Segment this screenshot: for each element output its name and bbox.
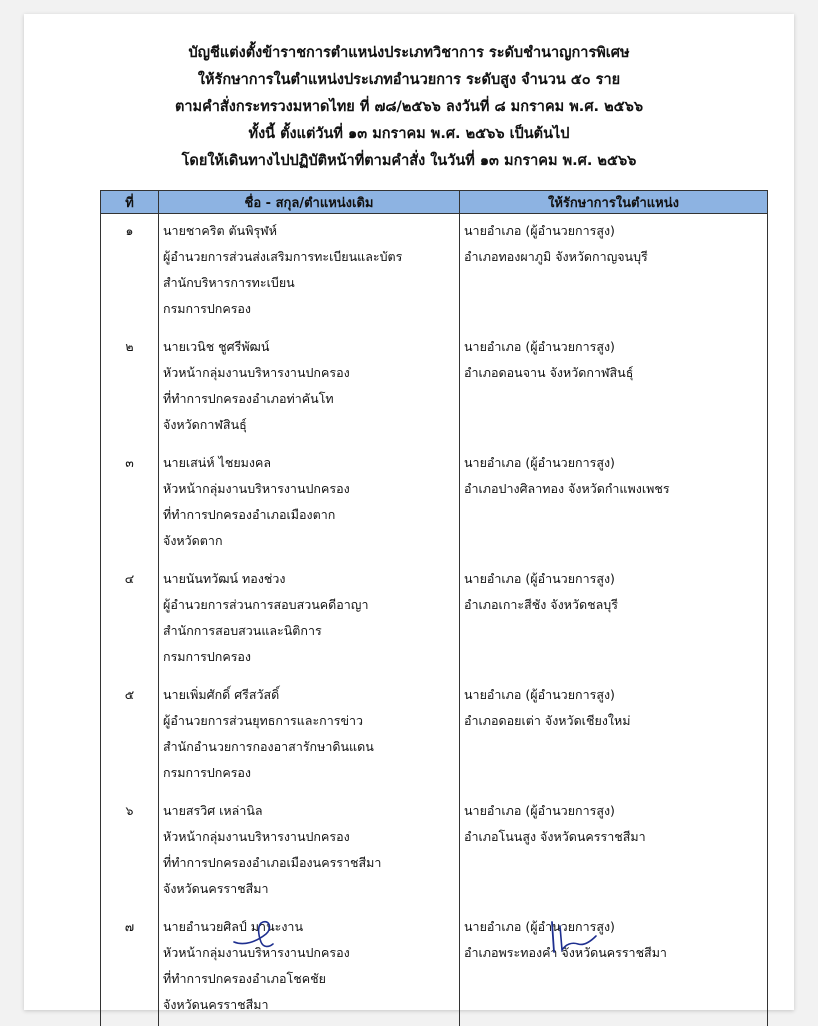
appointment-table bbox=[100, 190, 768, 1026]
acting-title: นายอำเภอ (ผู้อำนวยการสูง) bbox=[464, 687, 615, 702]
table-header-row bbox=[101, 191, 768, 214]
heading-line: บัญชีแต่งตั้งข้าราชการตำแหน่งประเภทวิชาการ ระดับชำนาญการพิเศษ bbox=[188, 45, 630, 61]
column-header-no: ที่ bbox=[101, 191, 159, 214]
row-number: ๕ bbox=[101, 678, 159, 794]
previous-position: หัวหน้ากลุ่มงานบริหารงานปกครอง bbox=[163, 365, 350, 380]
acting-position-cell bbox=[460, 910, 768, 1026]
previous-department: จังหวัดกาฬสินธุ์ bbox=[163, 417, 247, 432]
person-name: นายอำนวยศิลป์ มานะงาน bbox=[163, 919, 303, 934]
previous-position: ผู้อำนวยการส่วนยุทธการและการข่าว bbox=[163, 713, 364, 728]
person-name: นายเสน่ห์ ไชยมงคล bbox=[163, 455, 272, 470]
person-name: นายชาคริต ตันพิรุฬห์ bbox=[163, 223, 277, 238]
acting-location: อำเภอเกาะสีชัง จังหวัดชลบุรี bbox=[464, 597, 618, 612]
table-row bbox=[101, 678, 768, 794]
acting-position-cell bbox=[460, 562, 768, 678]
column-header-name-previous-position: ชื่อ - สกุล/ตำแหน่งเดิม bbox=[159, 191, 460, 214]
acting-title: นายอำเภอ (ผู้อำนวยการสูง) bbox=[464, 455, 615, 470]
table-row bbox=[101, 214, 768, 331]
name-previous-position-cell bbox=[159, 794, 460, 910]
acting-location: อำเภอปางศิลาทอง จังหวัดกำแพงเพชร bbox=[464, 481, 670, 496]
previous-department: กรมการปกครอง bbox=[163, 649, 252, 664]
acting-location: อำเภอโนนสูง จังหวัดนครราชสีมา bbox=[464, 829, 646, 844]
heading-line: โดยให้เดินทางไปปฏิบัติหน้าที่ตามคำสั่ง ในวันที่ ๑๓ มกราคม พ.ศ. ๒๕๖๖ bbox=[181, 153, 637, 169]
previous-office: ที่ทำการปกครองอำเภอโชคชัย bbox=[163, 971, 326, 986]
table-row bbox=[101, 794, 768, 910]
acting-position-cell bbox=[460, 446, 768, 562]
person-name: นายนันทวัฒน์ ทองช่วง bbox=[163, 571, 286, 586]
acting-location: อำเภอดอยเต่า จังหวัดเชียงใหม่ bbox=[464, 713, 631, 728]
previous-department: จังหวัดตาก bbox=[163, 533, 223, 548]
name-previous-position-cell bbox=[159, 214, 460, 331]
previous-department: กรมการปกครอง bbox=[163, 765, 252, 780]
signature-left-icon bbox=[230, 912, 276, 952]
previous-office: สำนักการสอบสวนและนิติการ bbox=[163, 623, 322, 638]
name-previous-position-cell bbox=[159, 562, 460, 678]
document-heading bbox=[24, 40, 794, 175]
previous-office: สำนักอำนวยการกองอาสารักษาดินแดน bbox=[163, 739, 374, 754]
acting-location: อำเภอทองผาภูมิ จังหวัดกาญจนบุรี bbox=[464, 249, 648, 264]
name-previous-position-cell bbox=[159, 678, 460, 794]
acting-title: นายอำเภอ (ผู้อำนวยการสูง) bbox=[464, 919, 615, 934]
previous-position: หัวหน้ากลุ่มงานบริหารงานปกครอง bbox=[163, 481, 350, 496]
table-row bbox=[101, 330, 768, 446]
acting-location: อำเภอพระทองคำ จังหวัดนครราชสีมา bbox=[464, 945, 667, 960]
row-number: ๑ bbox=[101, 214, 159, 331]
acting-title: นายอำเภอ (ผู้อำนวยการสูง) bbox=[464, 571, 615, 586]
previous-department: จังหวัดนครราชสีมา bbox=[163, 997, 269, 1012]
acting-position-cell bbox=[460, 330, 768, 446]
name-previous-position-cell bbox=[159, 330, 460, 446]
heading-line: ให้รักษาการในตำแหน่งประเภทอำนวยการ ระดับสูง จำนวน ๕๐ ราย bbox=[197, 72, 621, 88]
previous-position: หัวหน้ากลุ่มงานบริหารงานปกครอง bbox=[163, 829, 350, 844]
previous-office: สำนักบริหารการทะเบียน bbox=[163, 275, 295, 290]
signature-right-icon bbox=[544, 916, 604, 956]
document-page bbox=[24, 14, 794, 1010]
row-number: ๗ bbox=[101, 910, 159, 1026]
table-row bbox=[101, 910, 768, 1026]
row-number: ๖ bbox=[101, 794, 159, 910]
acting-title: นายอำเภอ (ผู้อำนวยการสูง) bbox=[464, 223, 615, 238]
previous-office: ที่ทำการปกครองอำเภอเมืองนครราชสีมา bbox=[163, 855, 382, 870]
column-header-acting-position: ให้รักษาการในตำแหน่ง bbox=[460, 191, 768, 214]
row-number: ๓ bbox=[101, 446, 159, 562]
previous-position: ผู้อำนวยการส่วนส่งเสริมการทะเบียนและบัตร bbox=[163, 249, 403, 264]
previous-position: ผู้อำนวยการส่วนการสอบสวนคดีอาญา bbox=[163, 597, 369, 612]
acting-title: นายอำเภอ (ผู้อำนวยการสูง) bbox=[464, 339, 615, 354]
row-number: ๔ bbox=[101, 562, 159, 678]
previous-position: หัวหน้ากลุ่มงานบริหารงานปกครอง bbox=[163, 945, 350, 960]
heading-line: ทั้งนี้ ตั้งแต่วันที่ ๑๓ มกราคม พ.ศ. ๒๕๖๖ เป็นต้นไป bbox=[248, 126, 570, 142]
previous-department: จังหวัดนครราชสีมา bbox=[163, 881, 269, 896]
acting-position-cell bbox=[460, 794, 768, 910]
acting-location: อำเภอดอนจาน จังหวัดกาฬสินธุ์ bbox=[464, 365, 634, 380]
previous-department: กรมการปกครอง bbox=[163, 301, 252, 316]
person-name: นายเวนิช ชูศรีพัฒน์ bbox=[163, 339, 270, 354]
table-row bbox=[101, 562, 768, 678]
acting-position-cell bbox=[460, 214, 768, 331]
table-row bbox=[101, 446, 768, 562]
previous-office: ที่ทำการปกครองอำเภอเมืองตาก bbox=[163, 507, 336, 522]
name-previous-position-cell bbox=[159, 910, 460, 1026]
row-number: ๒ bbox=[101, 330, 159, 446]
heading-line: ตามคำสั่งกระทรวงมหาดไทย ที่ ๗๘/๒๕๖๖ ลงวันที่ ๘ มกราคม พ.ศ. ๒๕๖๖ bbox=[174, 99, 644, 115]
name-previous-position-cell bbox=[159, 446, 460, 562]
person-name: นายสรวิศ เหล่านิล bbox=[163, 803, 263, 818]
acting-title: นายอำเภอ (ผู้อำนวยการสูง) bbox=[464, 803, 615, 818]
person-name: นายเพิ่มศักดิ์ ศรีสวัสดิ์ bbox=[163, 687, 280, 702]
previous-office: ที่ทำการปกครองอำเภอท่าคันโท bbox=[163, 391, 334, 406]
acting-position-cell bbox=[460, 678, 768, 794]
